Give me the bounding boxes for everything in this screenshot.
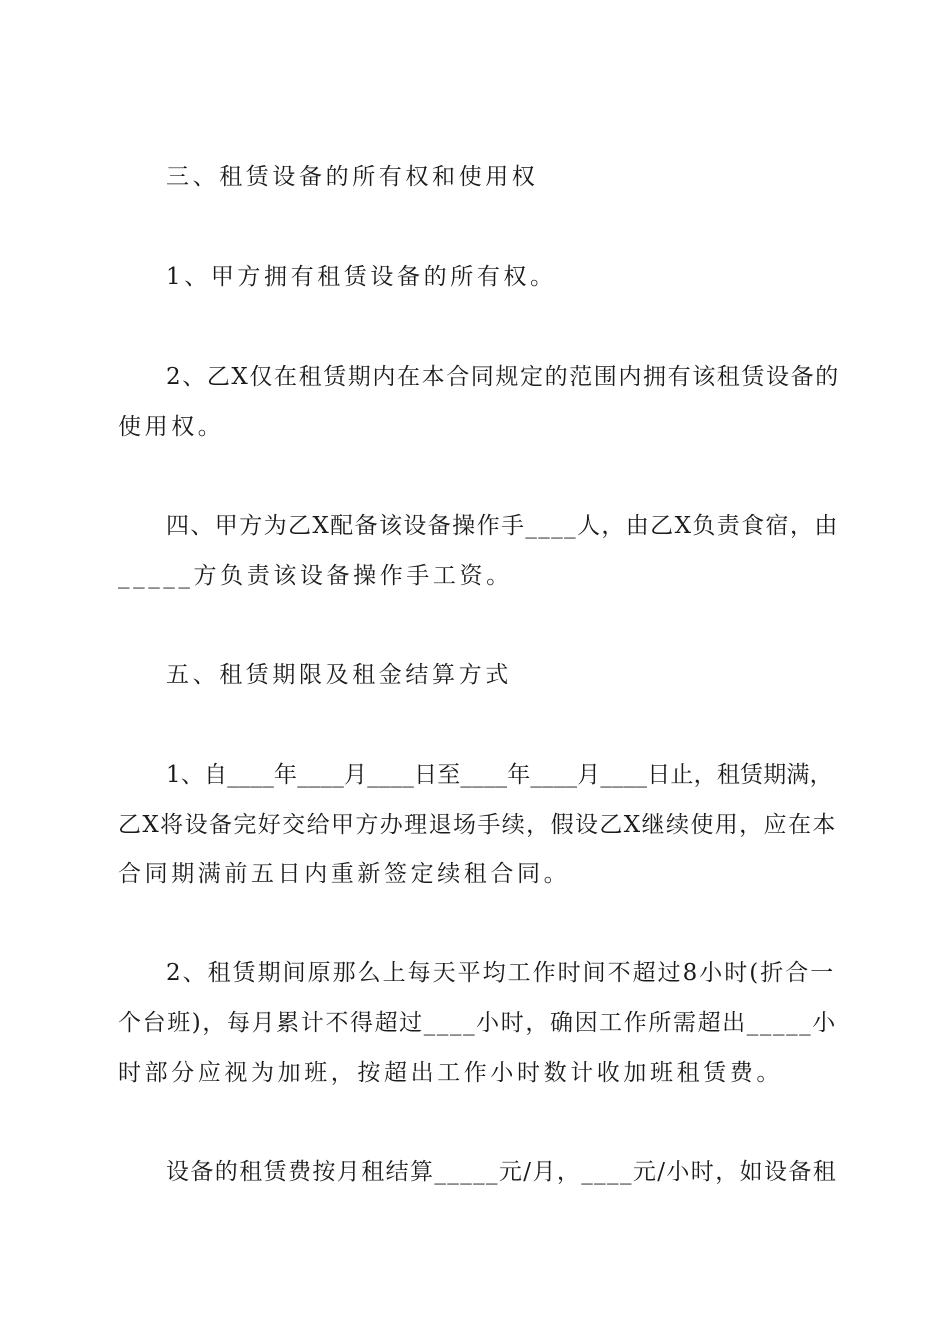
- section-five-heading: 五、租赁期限及租金结算方式: [166, 662, 512, 688]
- lease-term-clause-line-1: 1、自____年____月____日至____年____月____日止，租赁期满，: [166, 762, 833, 788]
- working-hours-clause-line-1: 2、租赁期间原那么上每天平均工作时间不超过8小时(折合一: [166, 960, 836, 986]
- rental-fee-clause-line-1: 设备的租赁费按月租结算_____元/月，____元/小时，如设备租: [166, 1159, 838, 1185]
- usage-right-clause-2-line-2: 使用权。: [118, 414, 225, 440]
- section-four-line-2: _____方负责该设备操作手工资。: [118, 563, 513, 589]
- working-hours-clause-line-2: 个台班)，每月累计不得超过____小时，确因工作所需超出_____小: [118, 1010, 837, 1036]
- usage-right-clause-2-line-1: 2、乙X仅在租赁期内在本合同规定的范围内拥有该租赁设备的: [166, 364, 840, 390]
- lease-term-clause-line-3: 合同期满前五日内重新签定续租合同。: [118, 861, 571, 887]
- section-four-line-1: 四、甲方为乙X配备该设备操作手____人，由乙X负责食宿，由: [166, 513, 839, 539]
- ownership-clause-1: 1、甲方拥有租赁设备的所有权。: [166, 264, 557, 290]
- working-hours-clause-line-3: 时部分应视为加班，按超出工作小时数计收加班租赁费。: [118, 1060, 783, 1086]
- section-three-heading: 三、租赁设备的所有权和使用权: [166, 164, 539, 190]
- lease-term-clause-line-2: 乙X将设备完好交给甲方办理退场手续，假设乙X继续使用，应在本: [118, 812, 837, 838]
